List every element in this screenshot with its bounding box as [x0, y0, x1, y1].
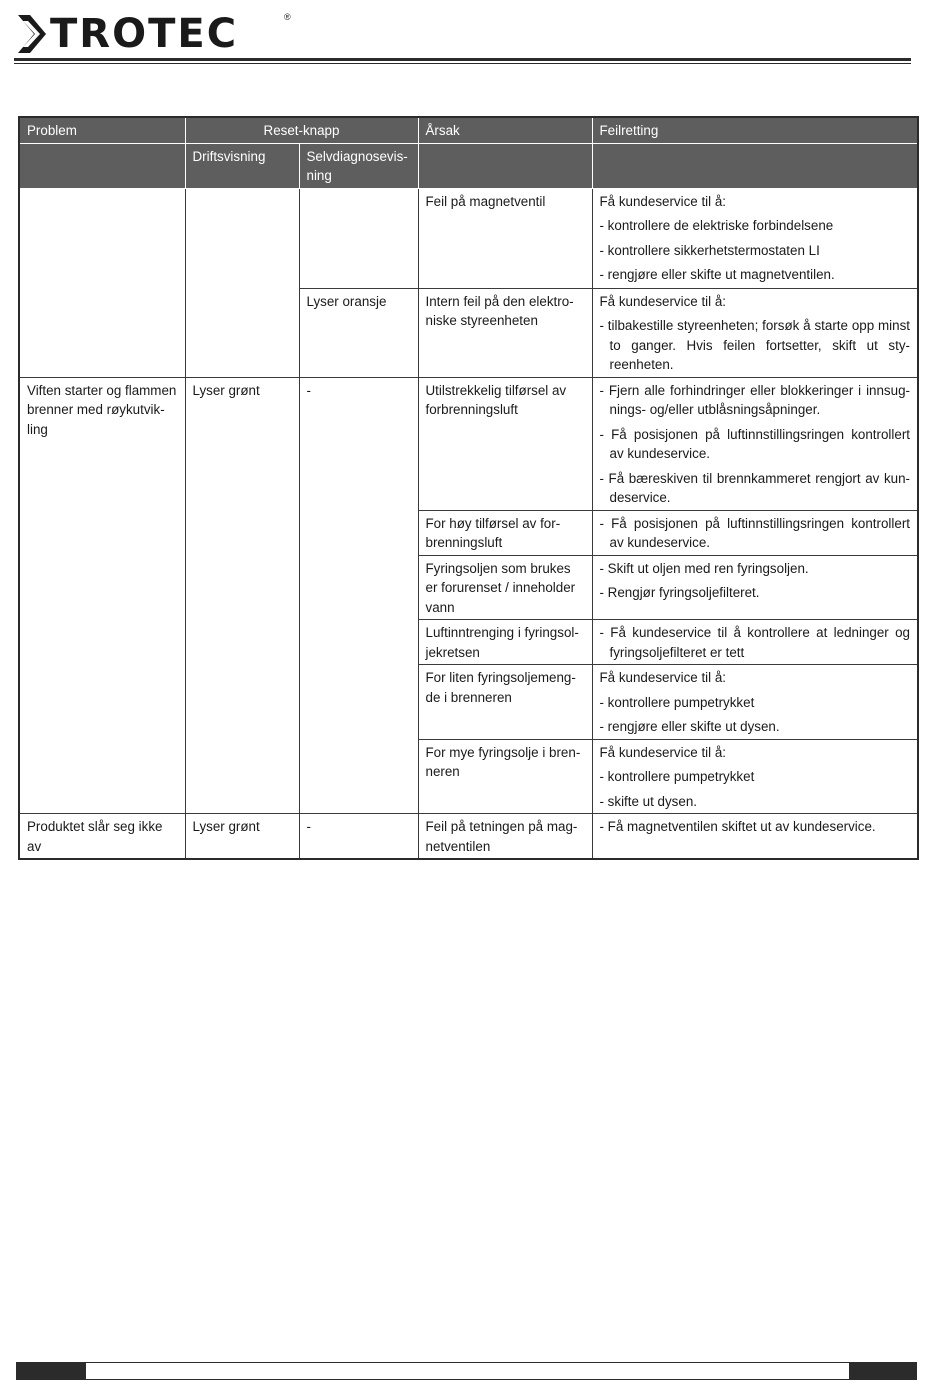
- table-row: [19, 188, 918, 288]
- remedy-item: - Få magnetventilen skiftet ut av kundeservice.: [599, 819, 876, 834]
- brand-name: TROTEC: [50, 11, 239, 57]
- remedy-intro: Få kundeservice til å:: [599, 293, 727, 309]
- header-rule-thin: [14, 63, 911, 64]
- trotec-logo: [18, 11, 291, 57]
- trotec-logo-icon: [18, 15, 46, 53]
- remedy-cell: [592, 188, 918, 288]
- table-row: [19, 377, 918, 510]
- remedy-item: - skifte ut dysen.: [599, 793, 697, 809]
- remedy-item: - Fjern alle forhindringer eller blokkeringer i innsug-nings- og/eller utblåsningsåpninger.: [599, 382, 910, 417]
- remedy-item: - rengjøre eller skifte ut dysen.: [599, 719, 780, 734]
- remedy-item: - kontrollere de elektriske forbindelsene: [599, 218, 834, 233]
- header-rule: [14, 58, 911, 61]
- remedy-item: - Få kundeservice til å kontrollere at ledninger og fyringsoljefilteret er tett: [599, 625, 910, 660]
- remedy-item: - Få bæreskiven til brennkammeret rengjort av kun-deservice.: [599, 470, 910, 505]
- remedy-cell: [592, 739, 918, 814]
- remedy-item: - kontrollere pumpetrykket: [599, 769, 755, 784]
- header-problem: Problem: [19, 117, 185, 143]
- problem-cell: [19, 188, 185, 377]
- header-cause: Årsak: [418, 117, 592, 143]
- remedy-cell: [592, 814, 918, 860]
- cause-cell: Luftinntrenging i fyringsol-jekretsen: [418, 620, 592, 665]
- remedy-item: - Skift ut oljen med ren fyringsoljen.: [599, 560, 809, 576]
- remedy-item: - kontrollere sikkerhetstermostaten LI: [599, 242, 820, 258]
- problem-cell: Produktet slår seg ikke av: [19, 814, 185, 860]
- operating-display-cell: [185, 188, 299, 377]
- header-operating-display: Driftsvisning: [185, 143, 299, 188]
- remedy-intro: Få kundeservice til å:: [599, 744, 727, 760]
- self-diagnosis-cell: -: [299, 377, 418, 814]
- remedy-item: - kontrollere pumpetrykket: [599, 694, 755, 710]
- operating-display-cell: Lyser grønt: [185, 814, 299, 860]
- cause-cell: For liten fyringsoljemeng-de i brenneren: [418, 665, 592, 740]
- cause-cell: Utilstrekkelig tilførsel av forbrenningsluft: [418, 377, 592, 510]
- cause-cell: Intern feil på den elektro-niske styreenheten: [418, 288, 592, 377]
- remedy-cell: [592, 555, 918, 620]
- problem-cell: Viften starter og flammen brenner med røykutvik-ling: [19, 377, 185, 814]
- footer-right-block: [849, 1362, 917, 1380]
- remedy-item: - Rengjør fyringsoljefilteret.: [599, 585, 760, 600]
- remedy-cell: [592, 665, 918, 740]
- cause-cell: Fyringsoljen som brukes er forurenset / inneholder vann: [418, 555, 592, 620]
- remedy-item: - Få posisjonen på luftinnstillingsringen kontrollert av kundeservice.: [599, 515, 910, 550]
- header-blank: [592, 143, 918, 188]
- cause-cell: For høy tilførsel av for-brenningsluft: [418, 510, 592, 555]
- remedy-intro: Få kundeservice til å:: [599, 670, 727, 685]
- header-reset-button: Reset-knapp: [185, 117, 418, 143]
- footer-bar: [16, 1362, 917, 1380]
- remedy-cell: [592, 620, 918, 665]
- registered-mark: ®: [284, 12, 291, 22]
- self-diagnosis-cell: Lyser oransje: [299, 288, 418, 377]
- remedy-item: - rengjøre eller skifte ut magnetventilen.: [599, 267, 835, 282]
- remedy-item: - Få posisjonen på luftinnstillingsringen kontrollert av kundeservice.: [599, 426, 910, 461]
- header-blank: [418, 143, 592, 188]
- self-diagnosis-cell: [299, 188, 418, 288]
- troubleshooting-table: [18, 116, 919, 860]
- remedy-item: - tilbakestille styreenheten; forsøk å starte opp minst to ganger. Hvis feilen fortsetter, skift ut sty-reenheten.: [599, 318, 910, 372]
- cause-cell: Feil på tetningen på mag-netventilen: [418, 814, 592, 860]
- self-diagnosis-cell: -: [299, 814, 418, 860]
- header-blank: [19, 143, 185, 188]
- remedy-cell: [592, 510, 918, 555]
- remedy-cell: [592, 288, 918, 377]
- header-remedy: Feilretting: [592, 117, 918, 143]
- remedy-intro: Få kundeservice til å:: [599, 193, 727, 209]
- footer-left-block: [16, 1362, 86, 1380]
- cause-cell: For mye fyringsolje i bren-neren: [418, 739, 592, 814]
- cause-cell: Feil på magnetventil: [418, 188, 592, 288]
- table-row: [19, 814, 918, 860]
- header-self-diagnosis: Selvdiagnosevis-ning: [299, 143, 418, 188]
- remedy-cell: [592, 377, 918, 510]
- operating-display-cell: Lyser grønt: [185, 377, 299, 814]
